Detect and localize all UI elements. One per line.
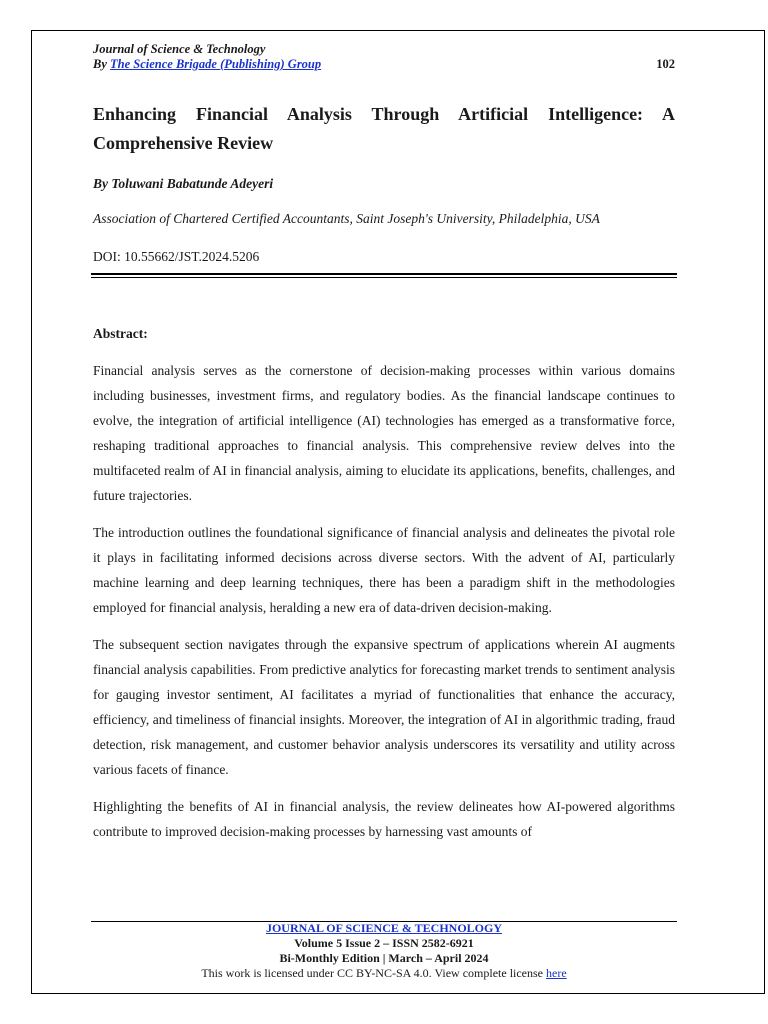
article-title: Enhancing Financial Analysis Through Artificial Intelligence: A Comprehensive Review xyxy=(93,104,675,153)
abstract-paragraph: Highlighting the benefits of AI in financial analysis, the review delineates how AI-powered algorithms contribute to improved decision-making processes by harnessing vast amounts of xyxy=(93,799,675,839)
doi: DOI: 10.55662/JST.2024.5206 xyxy=(93,249,260,264)
page-number: 102 xyxy=(656,57,675,71)
abstract-body xyxy=(93,358,675,856)
abstract-heading: Abstract: xyxy=(93,326,148,341)
publisher-link[interactable]: The Science Brigade (Publishing) Group xyxy=(110,57,322,71)
header-divider-thick xyxy=(91,273,677,275)
publisher-line xyxy=(93,57,321,72)
footer-edition: Bi-Monthly Edition | March – April 2024 xyxy=(279,951,489,965)
header-divider-thin xyxy=(91,277,677,278)
footer-volume: Volume 5 Issue 2 – ISSN 2582-6921 xyxy=(294,936,474,950)
abstract-paragraph: Financial analysis serves as the cornerstone of decision-making processes within various domains including businesses, investment firms, and regulatory bodies. As the financial landscape continues to evolve, the integration of artificial intelligence (AI) technologies has emerged as a transformative force, reshaping traditional approaches to financial analysis. This comprehensive review delves into the multifaceted realm of AI in financial analysis, aiming to elucidate its applications, benefits, challenges, and future trajectories. xyxy=(93,363,675,503)
license-link[interactable]: here xyxy=(546,966,567,980)
author: By Toluwani Babatunde Adeyeri xyxy=(93,176,274,191)
publisher-prefix: By xyxy=(93,57,111,71)
footer-license xyxy=(91,966,677,981)
abstract-paragraph: The subsequent section navigates through the expansive spectrum of applications wherein AI augments financial analysis capabilities. From predictive analytics for forecasting market trends to sentiment analysis for gauging investor sentiment, AI facilitates a myriad of functionalities that enhance the accuracy, efficiency, and timeliness of financial insights. Moreover, the integration of AI in algorithmic trading, fraud detection, risk management, and customer behavior analysis underscores its versatility and utility across various facets of finance. xyxy=(93,637,675,777)
footer-journal-link[interactable]: JOURNAL OF SCIENCE & TECHNOLOGY xyxy=(265,921,503,935)
affiliation: Association of Chartered Certified Accountants, Saint Joseph's University, Philadelphia, USA xyxy=(93,211,600,226)
page-footer xyxy=(91,921,677,981)
abstract-paragraph: The introduction outlines the foundational significance of financial analysis and delineates the pivotal role it plays in facilitating informed decisions across diverse sectors. With the advent of AI, particularly machine learning and deep learning techniques, there has been a paradigm shift in the methodologies employed for financial analysis, heralding a new era of data-driven decision-making. xyxy=(93,525,675,615)
footer-license-text: This work is licensed under CC BY-NC-SA 4.0. View complete license xyxy=(201,966,547,980)
journal-name: Journal of Science & Technology xyxy=(93,42,266,56)
